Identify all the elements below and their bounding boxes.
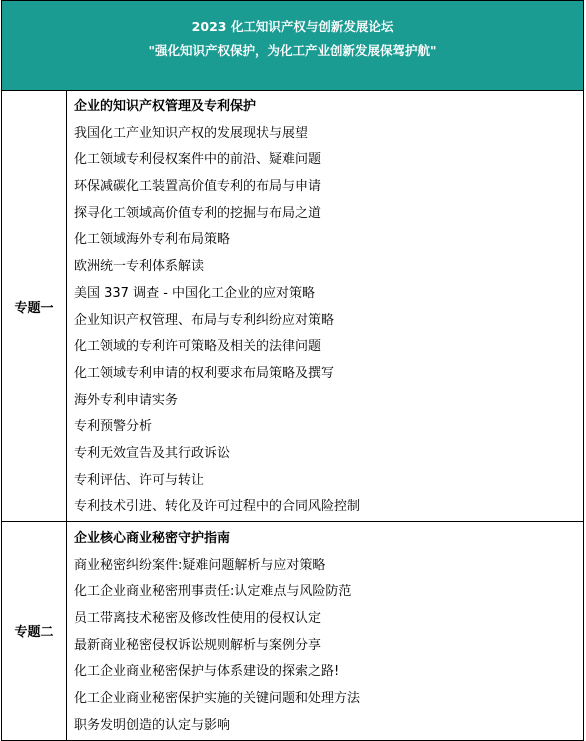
topic-label: 专题二 [2,522,67,741]
list-item: 职务发明创造的认定与影响 [74,717,231,733]
list-item: 化工企业商业秘密刑事责任:认定难点与风险防范 [74,584,352,600]
list-item: 化工企业商业秘密保护与体系建设的探索之路! [74,664,340,680]
topic-row [2,522,584,741]
list-item: 化工领域专利申请的权利要求布局策略及撰写 [74,365,335,381]
list-item: 环保减碳化工装置高价值专利的布局与申请 [74,179,322,195]
list-item: 企业知识产权管理、布局与专利纠纷应对策略 [74,312,335,328]
list-item: 欧洲统一专利体系解读 [74,259,205,275]
topic-items [67,522,584,741]
list-item: 化工领域的专利许可策略及相关的法律问题 [74,339,322,355]
topic-heading: 企业的知识产权管理及专利保护 [74,99,257,114]
topic-row [2,91,584,522]
list-item: 专利无效宣告及其行政诉讼 [74,445,231,461]
list-item: 化工领域专利侵权案件中的前沿、疑难问题 [74,152,322,168]
list-item: 员工带离技术秘密及修改性使用的侵权认定 [74,611,322,627]
list-item: 我国化工产业知识产权的发展现状与展望 [74,125,309,141]
topic-label: 专题一 [2,91,67,522]
list-item: 商业秘密纠纷案件:疑难问题解析与应对策略 [74,557,326,573]
list-item: 海外专利申请实务 [74,392,179,408]
list-item: 专利预警分析 [74,419,153,435]
topic-heading: 企业核心商业秘密守护指南 [74,531,231,546]
forum-header [1,0,584,90]
list-item: 探寻化工领域高价值专利的挖掘与布局之道 [74,205,322,221]
topic-items [67,91,584,522]
list-item: 美国 337 调查 - 中国化工企业的应对策略 [74,285,316,301]
forum-slogan: "强化知识产权保护，为化工产业创新发展保驾护航" [148,43,437,58]
topics-table [1,90,584,741]
list-item: 化工领域海外专利布局策略 [74,232,231,248]
forum-title: 2023 化工知识产权与创新发展论坛 [191,19,394,34]
list-item: 化工企业商业秘密保护实施的关键问题和处理方法 [74,691,361,707]
list-item: 专利技术引进、转化及许可过程中的合同风险控制 [74,499,361,515]
list-item: 专利评估、许可与转让 [74,472,205,488]
list-item: 最新商业秘密侵权诉讼规则解析与案例分享 [74,637,322,653]
